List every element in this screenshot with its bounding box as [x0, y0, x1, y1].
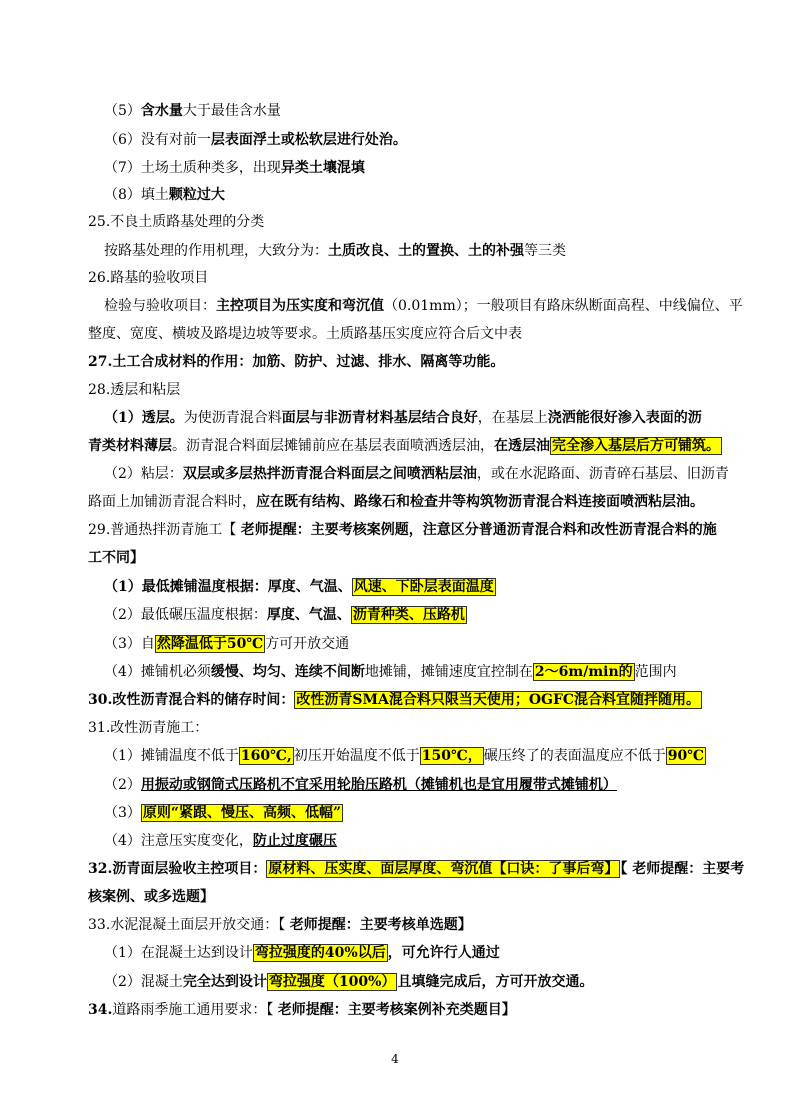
text-segment: 29.普通热拌沥青施工【: [88, 522, 241, 538]
text-line: [104, 775, 617, 795]
text-segment: （1）摊铺温度不低于: [104, 748, 239, 764]
text-segment: 33.水泥混凝土面层开放交通：【: [88, 917, 290, 933]
text-segment: （5）: [104, 103, 141, 119]
text-line: [104, 241, 566, 261]
text-segment: 地摊铺，摊铺速度宜控制在: [364, 664, 533, 680]
text-segment: 32.沥青面层验收主控项目：: [88, 861, 267, 877]
text-line: [104, 577, 496, 597]
text-segment: 为使沥青混合料: [183, 410, 282, 426]
text-segment: 核案例、或多选题】: [88, 889, 214, 905]
text-segment: （1）最低摊铺温度根据：厚度、气温、: [104, 579, 352, 595]
text-segment: 厚度、气温、: [266, 607, 351, 623]
text-line: [88, 352, 504, 372]
text-line: [88, 492, 704, 512]
highlighted-text: 然降温低于50℃: [156, 636, 264, 652]
text-segment: 含水量: [140, 103, 183, 119]
text-segment: 27.土工合成材料的作用：加筋、防护、过滤、排水、隔离等功能。: [88, 354, 505, 370]
text-segment: 双层或多层热拌沥青混合料面层之间喷洒粘层油: [182, 466, 477, 482]
text-segment: 范围内: [634, 664, 677, 680]
text-line: [88, 548, 144, 568]
text-segment: 碾压终了的表面温度应不低于: [483, 748, 666, 764]
highlighted-text: 90℃: [667, 748, 705, 764]
text-segment: 缓慢、均匀、连续不间断: [210, 664, 365, 680]
text-line: [88, 690, 702, 710]
highlighted-text: 弯拉强度的40%以后: [254, 945, 386, 961]
text-segment: 颗粒过大: [168, 187, 225, 203]
text-segment: 在透层油: [494, 438, 550, 454]
text-line: [104, 158, 365, 178]
text-segment: 老师提醒：主要考核案例补充类题目】: [277, 1002, 516, 1018]
text-line: [88, 520, 717, 540]
text-segment: 层表面浮土或松软层进行处治。: [210, 132, 407, 148]
text-line: [88, 859, 744, 879]
text-segment: 且填缝完成后，方可开放交通。: [397, 974, 594, 990]
text-segment: 30.改性沥青混合料的储存时间：: [88, 692, 295, 708]
text-segment: 按路基处理的作用机理，大致分为：: [104, 243, 328, 259]
text-line: [88, 887, 214, 907]
text-segment: 土质改良、土的置换、土的补强: [328, 243, 524, 259]
text-segment: 34.: [88, 1002, 113, 1018]
text-line: [104, 803, 343, 823]
text-segment: 面层与非沥青材料基层结合良好: [281, 410, 478, 426]
text-segment: 主控项目为压实度和弯沉值: [216, 298, 384, 314]
highlighted-text: 弯拉强度（100%）: [268, 974, 396, 990]
text-segment: 应在既有结构、路缘石和检查井等构筑物沥青混合料连接面喷洒粘层油。: [256, 494, 704, 510]
highlighted-text: 160℃,: [240, 748, 292, 764]
text-segment: （6）没有对前一: [104, 132, 211, 148]
text-line: [104, 296, 743, 316]
text-segment: 方可开放交通: [265, 636, 350, 652]
text-line: [104, 746, 706, 766]
highlighted-text: 沥青种类、压路机: [352, 607, 465, 623]
highlighted-text: 150℃，: [421, 748, 482, 764]
text-line: [88, 718, 208, 738]
text-segment: 浇洒能很好渗入表面的沥: [547, 410, 702, 426]
text-segment: （3）: [104, 805, 141, 821]
text-line: [88, 915, 472, 935]
text-segment: （2）最低碾压温度根据：: [104, 607, 267, 623]
text-segment: 道路雨季施工通用要求：【: [112, 1002, 278, 1018]
text-segment: ，在基层上: [477, 410, 548, 426]
text-line: [88, 380, 180, 400]
text-segment: 初压开始温度不低于: [293, 748, 420, 764]
text-line: [104, 408, 702, 428]
text-line: [104, 185, 225, 205]
text-segment: （2）: [104, 777, 141, 793]
text-segment: 25.不良土质路基处理的分类: [88, 214, 265, 230]
highlighted-text: 原材料、压实度、面层厚度、弯沉值【口诀：了事后弯】: [268, 861, 619, 877]
text-segment: 异类土壤混填: [280, 160, 365, 176]
text-line: [104, 101, 281, 121]
text-line: [88, 436, 722, 456]
text-segment: 。沥青混合料面层摊铺前应在基层表面喷洒透层油，: [172, 438, 494, 454]
highlighted-text: 原则“紧跟、慢压、高频、低幅”: [142, 805, 342, 821]
text-segment: 路面上加铺沥青混合料时，: [88, 494, 256, 510]
text-line: [104, 634, 349, 654]
text-line: [104, 943, 500, 963]
text-segment: （7）土场土质种类多，出现: [104, 160, 281, 176]
highlighted-text: 2～6m/min的: [534, 664, 633, 680]
text-line: [104, 464, 729, 484]
text-segment: （8）填土: [104, 187, 169, 203]
text-line: [88, 324, 522, 344]
text-line: [104, 605, 467, 625]
text-segment: 31.改性沥青施工：: [88, 720, 209, 736]
page-number: 4: [391, 1052, 399, 1066]
text-segment: （4）摊铺机必须: [104, 664, 211, 680]
text-segment: 整度、宽度、横坡及路堤边坡等要求。土质路基压实度应符合后文中表: [88, 326, 522, 342]
highlighted-text: 改性沥青SMA混合料只限当天使用；OGFC混合料宜随拌随用。: [296, 692, 701, 708]
text-segment: 完全达到设计: [182, 974, 267, 990]
text-line: [104, 831, 337, 851]
text-segment: 检验与验收项目：: [104, 298, 216, 314]
text-segment: （1）在混凝土达到设计: [104, 945, 253, 961]
text-segment: （0.01mm）；一般项目有路床纵断面高程、中线偏位、平: [384, 298, 743, 314]
text-segment: 【 老师提醒：主要考: [620, 861, 745, 877]
text-line: [88, 1000, 516, 1020]
text-segment: ，可允许行人通过: [387, 945, 500, 961]
highlighted-text: 风速、下卧层表面温度: [353, 579, 494, 595]
text-segment: （3）自: [104, 636, 155, 652]
text-segment: 青类材料薄层: [88, 438, 172, 454]
text-segment: （2）粘层：: [104, 466, 183, 482]
text-segment: 老师提醒：主要考核案例题，注意区分普通沥青混合料和改性沥青混合料的施: [240, 522, 717, 538]
text-segment: 防止过度碾压: [252, 833, 337, 849]
text-line: [104, 662, 677, 682]
text-line: [88, 212, 264, 232]
text-line: [104, 972, 593, 992]
text-segment: （2）混凝土: [104, 974, 183, 990]
text-segment: 26.路基的验收项目: [88, 270, 209, 286]
text-segment: （4）注意压实度变化，: [104, 833, 253, 849]
text-segment: 工不同】: [88, 550, 144, 566]
text-segment: 老师提醒：主要考核单选题】: [289, 917, 472, 933]
text-segment: （1）透层。: [104, 410, 184, 426]
text-line: [88, 268, 208, 288]
text-segment: 28.透层和粘层: [88, 382, 181, 398]
highlighted-text: 完全渗入基层后方可铺筑。: [552, 438, 720, 454]
text-segment: 用振动或钢筒式压路机不宜采用轮胎压路机（摊铺机也是宜用履带式摊铺机）: [140, 777, 617, 793]
text-line: [104, 130, 407, 150]
text-segment: 等三类: [524, 243, 566, 259]
text-segment: ，或在水泥路面、沥青碎石基层、旧沥青: [476, 466, 729, 482]
text-segment: 大于最佳含水量: [182, 103, 281, 119]
